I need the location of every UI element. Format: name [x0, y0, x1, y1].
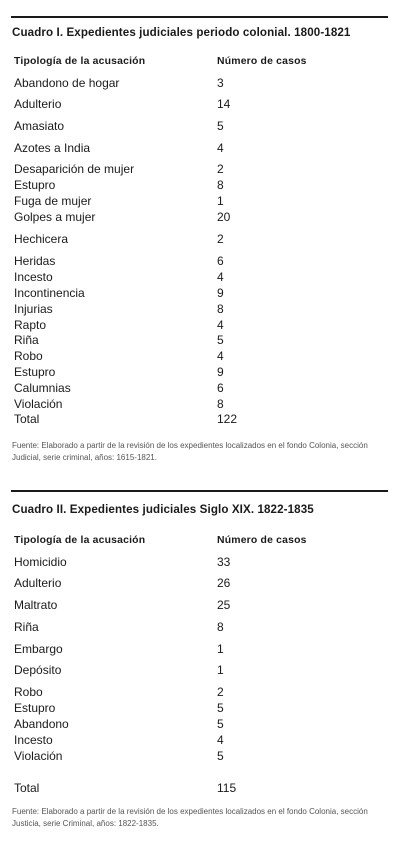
table-cell-type: Homicidio — [14, 555, 67, 569]
table-cell-type: Riña — [14, 620, 39, 634]
table-cell-cases: 4 — [217, 141, 224, 155]
table-cell-type: Total — [14, 781, 40, 795]
table1-header-cases: Número de casos — [217, 56, 307, 67]
table-cell-cases: 9 — [217, 286, 224, 300]
table-cell-type: Estupro — [14, 701, 56, 715]
table1-source-note: Fuente: Elaborado a partir de la revisión de los expedientes localizados en el fondo Colonia, sección Judicial, serie criminal, años: 1615-1821. — [12, 441, 368, 462]
table-cell-type: Abandono de hogar — [14, 76, 120, 90]
table-cell-cases: 8 — [217, 397, 224, 411]
table-cell-type: Rapto — [14, 318, 47, 332]
table-cell-cases: 8 — [217, 178, 224, 192]
table1-top-rule — [11, 16, 388, 18]
table-cell-cases: 4 — [217, 733, 224, 747]
table-cell-cases: 3 — [217, 76, 224, 90]
table-cell-cases: 1 — [217, 642, 224, 656]
table-cell-cases: 1 — [217, 663, 224, 677]
table2-header-type: Tipología de la acusación — [14, 535, 146, 546]
table-cell-cases: 6 — [217, 254, 224, 268]
table-cell-cases: 9 — [217, 365, 224, 379]
table-cell-type: Abandono — [14, 717, 69, 731]
table-cell-type: Robo — [14, 685, 43, 699]
table-cell-type: Riña — [14, 333, 39, 347]
table-cell-type: Hechicera — [14, 232, 69, 246]
table-cell-type: Azotes a India — [14, 141, 91, 155]
table-cell-type: Incesto — [14, 270, 53, 284]
table1-header-type: Tipología de la acusación — [14, 56, 146, 67]
table-cell-cases: 5 — [217, 749, 224, 763]
table-cell-type: Adulterio — [14, 576, 62, 590]
table-cell-cases: 2 — [217, 685, 224, 699]
table-cell-cases: 5 — [217, 119, 224, 133]
table-cell-cases: 5 — [217, 333, 224, 347]
table-cell-cases: 8 — [217, 302, 224, 316]
table-cell-type: Violación — [14, 397, 63, 411]
table-cell-cases: 5 — [217, 701, 224, 715]
table-cell-type: Adulterio — [14, 97, 62, 111]
table-cell-type: Incesto — [14, 733, 53, 747]
table2-caption: Cuadro II. Expedientes judiciales Siglo XIX. 1822-1835 — [12, 503, 314, 516]
table-cell-cases: 2 — [217, 162, 224, 176]
table-cell-cases: 4 — [217, 349, 224, 363]
table-cell-cases: 2 — [217, 232, 224, 246]
table-cell-cases: 115 — [217, 781, 237, 795]
table-cell-cases: 8 — [217, 620, 224, 634]
table-cell-type: Amasiato — [14, 119, 65, 133]
table-cell-type: Fuga de mujer — [14, 194, 92, 208]
table-cell-cases: 4 — [217, 318, 224, 332]
table-cell-cases: 33 — [217, 555, 231, 569]
table-cell-type: Depósito — [14, 663, 62, 677]
table-cell-type: Heridas — [14, 254, 56, 268]
table-cell-type: Incontinencia — [14, 286, 85, 300]
table-cell-type: Maltrato — [14, 598, 58, 612]
table-cell-type: Desaparición de mujer — [14, 162, 135, 176]
table1-caption: Cuadro I. Expedientes judiciales periodo colonial. 1800-1821 — [12, 26, 351, 39]
table-cell-type: Estupro — [14, 178, 56, 192]
table-cell-type: Total — [14, 412, 40, 426]
table-cell-cases: 20 — [217, 210, 231, 224]
table-cell-cases: 4 — [217, 270, 224, 284]
table-cell-type: Robo — [14, 349, 43, 363]
table-cell-cases: 122 — [217, 412, 238, 426]
table-cell-type: Calumnias — [14, 381, 71, 395]
table-cell-cases: 1 — [217, 194, 224, 208]
table-cell-type: Injurias — [14, 302, 53, 316]
table2-top-rule — [11, 490, 388, 492]
table-cell-type: Embargo — [14, 642, 63, 656]
table-cell-type: Estupro — [14, 365, 56, 379]
table2-source-note: Fuente: Elaborado a partir de la revisión de los expedientes localizados en el fondo Colonia, sección Justicia, serie Criminal, años: 1822-1835. — [12, 807, 368, 828]
table-cell-cases: 26 — [217, 576, 231, 590]
table-cell-cases: 25 — [217, 598, 231, 612]
table2-header-cases: Número de casos — [217, 535, 307, 546]
table-cell-type: Violación — [14, 749, 63, 763]
table-cell-cases: 14 — [217, 97, 231, 111]
table-cell-cases: 5 — [217, 717, 224, 731]
table-cell-cases: 6 — [217, 381, 224, 395]
table-cell-type: Golpes a mujer — [14, 210, 96, 224]
